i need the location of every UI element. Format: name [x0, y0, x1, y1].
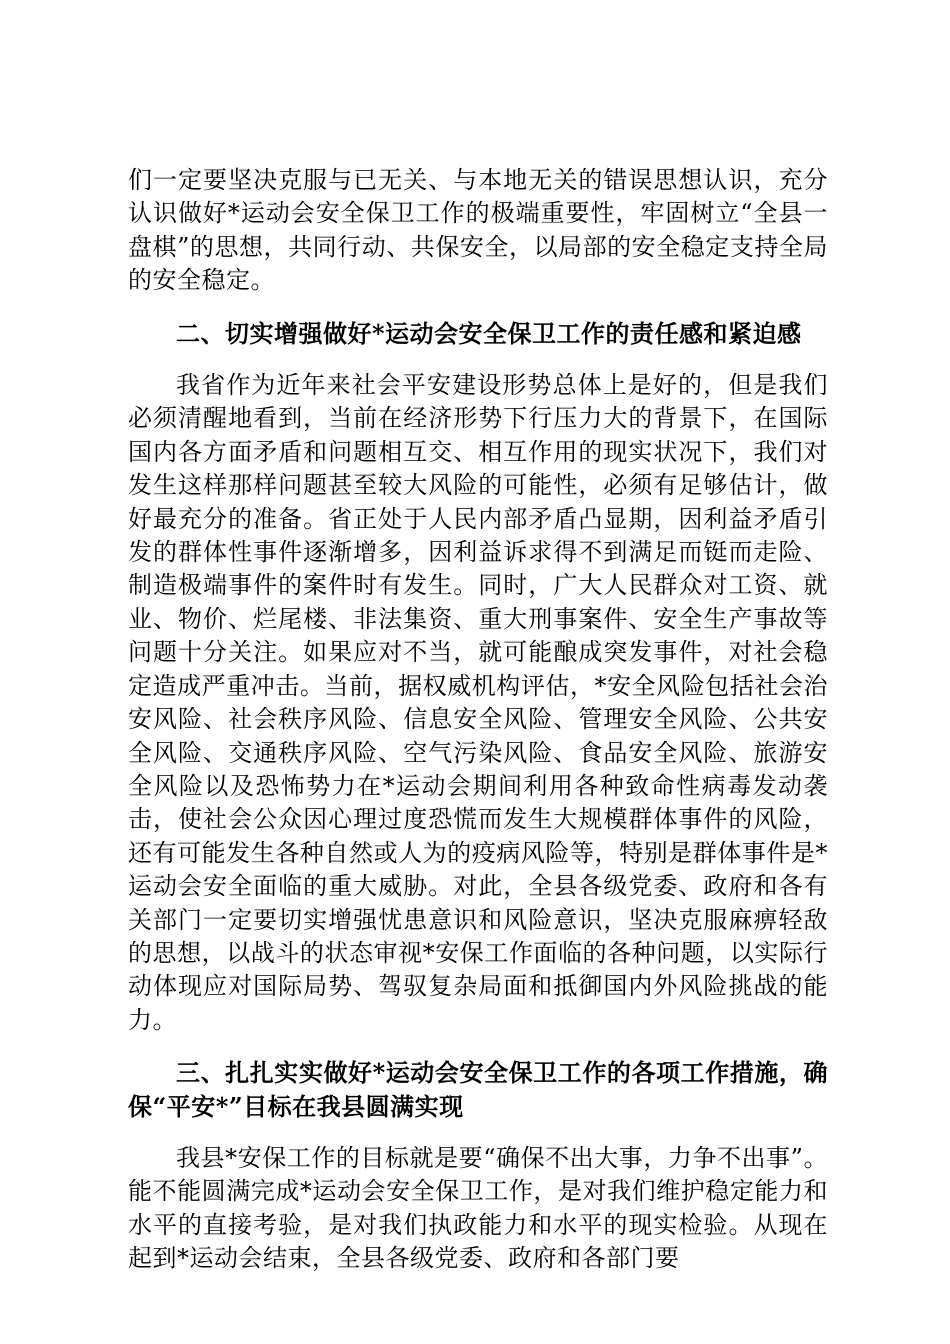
- document-page: [128, 164, 828, 1276]
- section-heading-2: 二、切实增强做好*运动会安全保卫工作的责任感和紧迫感: [176, 318, 802, 348]
- section-3-paragraph: 我县*安保工作的目标就是要“确保不出大事，力争不出事”。能不能圆满完成*运动会安全保卫工作，是对我们维护稳定能力和水平的直接考验，是对我们执政能力和水平的现实检验。从现在起到*运动会结束，全县各级党委、政府和各部门要: [128, 1143, 828, 1273]
- section-2-paragraph: 我省作为近年来社会平安建设形势总体上是好的，但是我们必须清醒地看到，当前在经济形势下行压力大的背景下，在国际国内各方面矛盾和问题相互交、相互作用的现实状况下，我们对发生这样那样问题甚至较大风险的可能性，必须有足够估计，做好最充分的准备。省正处于人民内部矛盾凸显期，因利益矛盾引发的群体性事件逐渐增多，因利益诉求得不到满足而铤而走险、制造极端事件的案件时有发生。同时，广大人民群众对工资、就业、物价、烂尾楼、非法集资、重大刑事案件、安全生产事故等问题十分关注。如果应对不当，就可能酿成突发事件，对社会稳定造成严重冲击。当前，据权威机构评估，*安全风险包括社会治安风险、社会秩序风险、信息安全风险、管理安全风险、公共安全风险、交通秩序风险、空气污染风险、食品安全风险、旅游安全风险以及恐怖势力在*运动会期间利用各种致命性病毒发动袭击，使社会公众因心理过度恐慌而发生大规模群体事件的风险，还有可能发生各种自然或人为的疫病风险等，特别是群体事件是*运动会安全面临的重大威胁。对此，全县各级党委、政府和各有关部门一定要切实增强忧患意识和风险意识，坚决克服麻痹轻敌的思想，以战斗的状态审视*安保工作面临的各种问题，以实际行动体现应对国际局势、驾驭复杂局面和抵御国内外风险挑战的能力。: [128, 371, 828, 1034]
- section-heading-3: 三、扎扎实实做好*运动会安全保卫工作的各项工作措施，确保“平安*”目标在我县圆满实现: [128, 1058, 828, 1121]
- intro-paragraph: 们一定要坚决克服与已无关、与本地无关的错误思想认识，充分认识做好*运动会安全保卫工作的极端重要性，牢固树立“全县一盘棋”的思想，共同行动、共保安全，以局部的安全稳定支持全局的安全稳定。: [128, 166, 828, 295]
